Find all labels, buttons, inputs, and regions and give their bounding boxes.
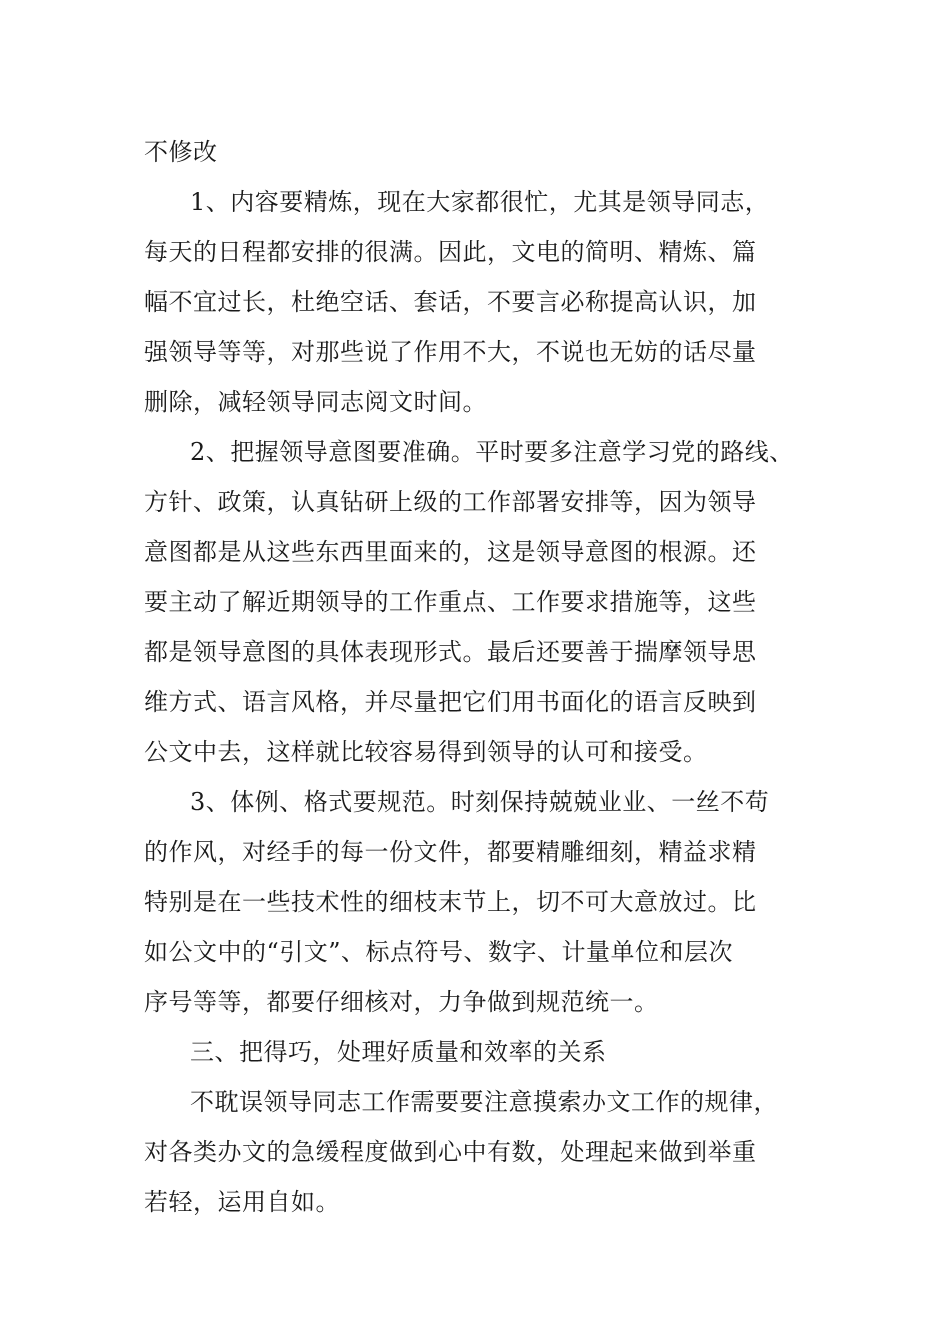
text-line: 意图都是从这些东西里面来的，这是领导意图的根源。还: [144, 538, 757, 566]
text-line: 如公文中的“引文”、标点符号、数字、计量单位和层次: [144, 938, 734, 966]
text-line: 幅不宜过长，杜绝空话、套话，不要言必称提高认识，加: [144, 288, 757, 316]
text-line: 2、把握领导意图要准确。平时要多注意学习党的路线、: [190, 438, 794, 466]
text-line: 每天的日程都安排的很满。因此，文电的简明、精炼、篇: [144, 238, 757, 266]
section-heading: 三、把得巧，处理好质量和效率的关系: [190, 1038, 607, 1066]
text-line: 删除，减轻领导同志阅文时间。: [144, 388, 487, 416]
text-line: 强领导等等，对那些说了作用不大，不说也无妨的话尽量: [144, 338, 757, 366]
text-line: 1、内容要精炼，现在大家都很忙，尤其是领导同志，: [190, 188, 770, 216]
text-line: 的作风，对经手的每一份文件，都要精雕细刻，精益求精: [144, 838, 757, 866]
text-line: 特别是在一些技术性的细枝末节上，切不可大意放过。比: [144, 888, 757, 916]
text-line: 公文中去，这样就比较容易得到领导的认可和接受。: [144, 738, 708, 766]
text-line: 维方式、语言风格，并尽量把它们用书面化的语言反映到: [144, 688, 757, 716]
text-line: 要主动了解近期领导的工作重点、工作要求措施等，这些: [144, 588, 757, 616]
text-line: 3、体例、格式要规范。时刻保持兢兢业业、一丝不苟: [190, 788, 770, 816]
body-text: [144, 127, 834, 1227]
text-line: 方针、政策，认真钻研上级的工作部署安排等，因为领导: [144, 488, 757, 516]
text-line: 都是领导意图的具体表现形式。最后还要善于揣摩领导思: [144, 638, 757, 666]
text-line: 对各类办文的急缓程度做到心中有数，处理起来做到举重: [144, 1138, 757, 1166]
text-line: 不耽误领导同志工作需要要注意摸索办文工作的规律，: [190, 1088, 778, 1116]
text-line: 序号等等，都要仔细核对，力争做到规范统一。: [144, 988, 659, 1016]
text-line: 不修改: [144, 138, 218, 166]
text-line: 若轻，运用自如。: [144, 1188, 340, 1216]
